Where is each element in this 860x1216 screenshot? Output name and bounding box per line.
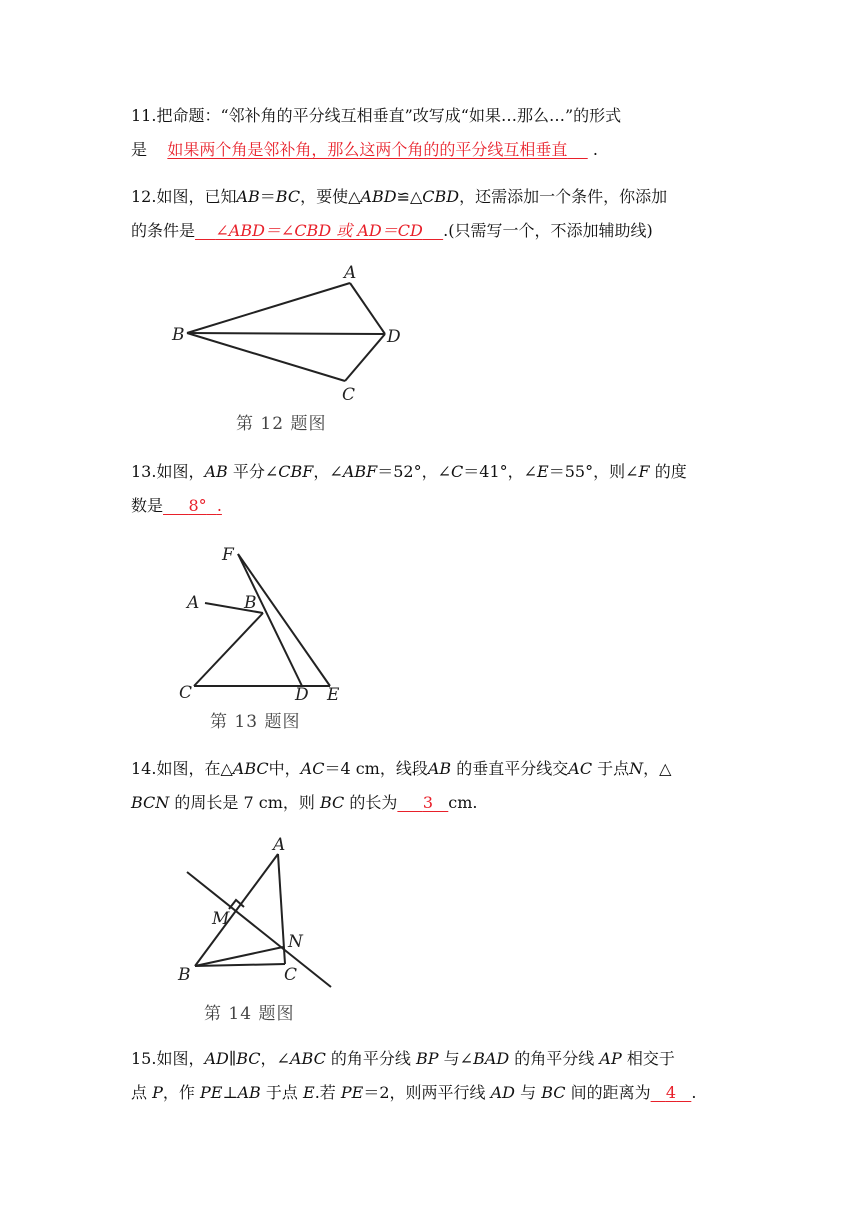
q15-pe: PE <box>199 1083 223 1102</box>
q12-cong: ≌△ <box>396 187 423 206</box>
q14-bc: BC <box>319 793 345 812</box>
q13-line2 <box>131 495 222 517</box>
q15-text: 15.如图， <box>131 1049 205 1068</box>
q13-text: ＝41°，∠ <box>463 462 538 481</box>
q14-ac: AC <box>300 759 325 778</box>
label-d: D <box>295 685 309 705</box>
segment-bc <box>195 964 285 966</box>
q14-text: ＝4 cm，线段 <box>324 759 428 778</box>
q15-text: 与 <box>520 1083 537 1102</box>
q15-bad: BAD <box>473 1049 510 1068</box>
q14-text: 中， <box>268 759 301 778</box>
segment-bc <box>187 333 345 381</box>
q15-bc2: BC <box>541 1083 566 1102</box>
q15-text: ，∠ <box>260 1049 290 1068</box>
q12-cbd: CBD <box>422 187 460 206</box>
segment-ad <box>350 283 385 334</box>
q12-eq: ＝ <box>259 187 276 206</box>
label-f: F <box>222 545 234 565</box>
q12-ab: AB <box>236 187 260 206</box>
q15-suffix: . <box>691 1083 697 1102</box>
q15-bc: BC <box>236 1049 261 1068</box>
q13-text: ＝52°，∠ <box>377 462 452 481</box>
q15-ap: AP <box>599 1049 622 1068</box>
q12-text: ，要使△ <box>300 187 361 206</box>
segment-cd <box>345 334 385 381</box>
q13-text: ，∠ <box>313 462 343 481</box>
q14-bcn: BCN <box>131 793 170 812</box>
q14-text: 的长为 <box>349 793 398 812</box>
q12-abd: ABD <box>360 187 397 206</box>
q15-text: .若 <box>314 1083 336 1102</box>
q14-text: 的垂直平分线交 <box>456 759 569 778</box>
q13-prefix: 数是 <box>131 496 164 515</box>
figure-12-caption: 第 12 题图 <box>236 414 327 434</box>
label-b: B <box>178 965 191 985</box>
label-c: C <box>179 683 193 703</box>
q15-abc: ABC <box>289 1049 326 1068</box>
q11-line1: 11.把命题：“邻补角的平分线互相垂直”改写成“如果…那么…”的形式 <box>131 106 622 125</box>
q15-line2 <box>131 1082 696 1104</box>
label-d: D <box>387 327 401 347</box>
figure-12 <box>160 258 420 438</box>
q13-cbf: CBF <box>278 462 314 481</box>
q15-p: P <box>152 1083 163 1102</box>
label-m: M <box>212 909 230 929</box>
q13-abf: ABF <box>342 462 378 481</box>
label-c: C <box>342 385 356 405</box>
q15-text: ＝2，则两平行线 <box>363 1083 486 1102</box>
q15-ab: AB <box>237 1083 261 1102</box>
label-e: E <box>327 685 340 705</box>
q15-parallel: ∥ <box>228 1049 237 1068</box>
q15-perp: ⊥ <box>222 1083 238 1102</box>
q12-suffix: .(只需写一个，不添加辅助线) <box>443 221 653 240</box>
q11-prefix: 是 <box>131 140 148 159</box>
q14-text: 14.如图，在△ <box>131 759 233 778</box>
q14-ac2: AC <box>568 759 593 778</box>
q13-suffix: . <box>216 496 222 515</box>
q14-ab: AB <box>427 759 452 778</box>
q15-bp: BP <box>416 1049 439 1068</box>
q15-text: 间的距离为 <box>570 1083 651 1102</box>
q14-line2 <box>131 792 478 814</box>
q12-line2 <box>131 220 653 242</box>
label-a: A <box>187 593 200 613</box>
q14-text: 于点 <box>597 759 630 778</box>
q12-bc: BC <box>275 187 301 206</box>
q15-text: 于点 <box>265 1083 298 1102</box>
segment-fd <box>238 554 302 686</box>
q15-text: 的角平分线 <box>514 1049 595 1068</box>
q15-text: 相交于 <box>626 1049 675 1068</box>
q11-line2 <box>131 139 598 161</box>
q15-answer: 4 <box>665 1083 677 1102</box>
q12-text: ，还需添加一个条件，你添加 <box>459 187 668 206</box>
q13-ab: AB <box>204 462 228 481</box>
label-c: C <box>284 965 298 985</box>
q11-suffix: . <box>592 140 598 159</box>
q13-text: 平分∠ <box>232 462 279 481</box>
q15-ad: AD <box>204 1049 229 1068</box>
q15-text: ，作 <box>162 1083 195 1102</box>
q14-text: ，△ <box>643 759 672 778</box>
q13-f: F <box>638 462 650 481</box>
q12-line1 <box>131 186 667 208</box>
q15-pe2: PE <box>340 1083 364 1102</box>
q12-answer: ∠ABD＝∠CBD 或 AD＝CD <box>215 221 423 240</box>
perpendicular-bisector-line <box>187 872 331 987</box>
segment-ba <box>187 283 350 333</box>
figure-13 <box>170 540 370 735</box>
q14-line1 <box>131 758 671 780</box>
segment-fe <box>238 554 330 686</box>
q13-text: 的度 <box>654 462 687 481</box>
q12-prefix: 的条件是 <box>131 221 196 240</box>
segment-bd <box>187 333 385 334</box>
q15-text: 与∠ <box>443 1049 474 1068</box>
label-b: B <box>244 593 257 613</box>
q14-text: 的周长是 7 cm，则 <box>174 793 315 812</box>
figure-13-caption: 第 13 题图 <box>210 712 301 732</box>
segment-cb <box>194 613 263 686</box>
q13-c: C <box>451 462 464 481</box>
q13-line1 <box>131 461 687 483</box>
label-n: N <box>288 932 303 952</box>
figure-14-caption: 第 14 题图 <box>204 1004 295 1024</box>
q15-e: E <box>303 1083 315 1102</box>
q14-abc: ABC <box>232 759 269 778</box>
q14-n: N <box>629 759 644 778</box>
q14-answer: 3 <box>422 793 434 812</box>
q13-e: E <box>537 462 549 481</box>
q11-answer: 如果两个角是邻补角，那么这两个角的的平分线互相垂直 <box>167 140 568 159</box>
label-a: A <box>273 835 286 855</box>
figure-14 <box>170 832 360 1028</box>
q15-text: 的角平分线 <box>330 1049 411 1068</box>
q12-text: 12.如图，已知 <box>131 187 237 206</box>
q15-text: 点 <box>131 1083 148 1102</box>
q13-text: 13.如图， <box>131 462 205 481</box>
label-a: A <box>344 263 357 283</box>
q15-line1 <box>131 1048 675 1070</box>
q13-answer: 8° <box>188 496 207 515</box>
q15-ad2: AD <box>490 1083 515 1102</box>
q13-text: ＝55°，则∠ <box>548 462 639 481</box>
label-b: B <box>172 325 185 345</box>
segment-ab <box>195 854 278 966</box>
q14-suffix: cm. <box>448 793 478 812</box>
